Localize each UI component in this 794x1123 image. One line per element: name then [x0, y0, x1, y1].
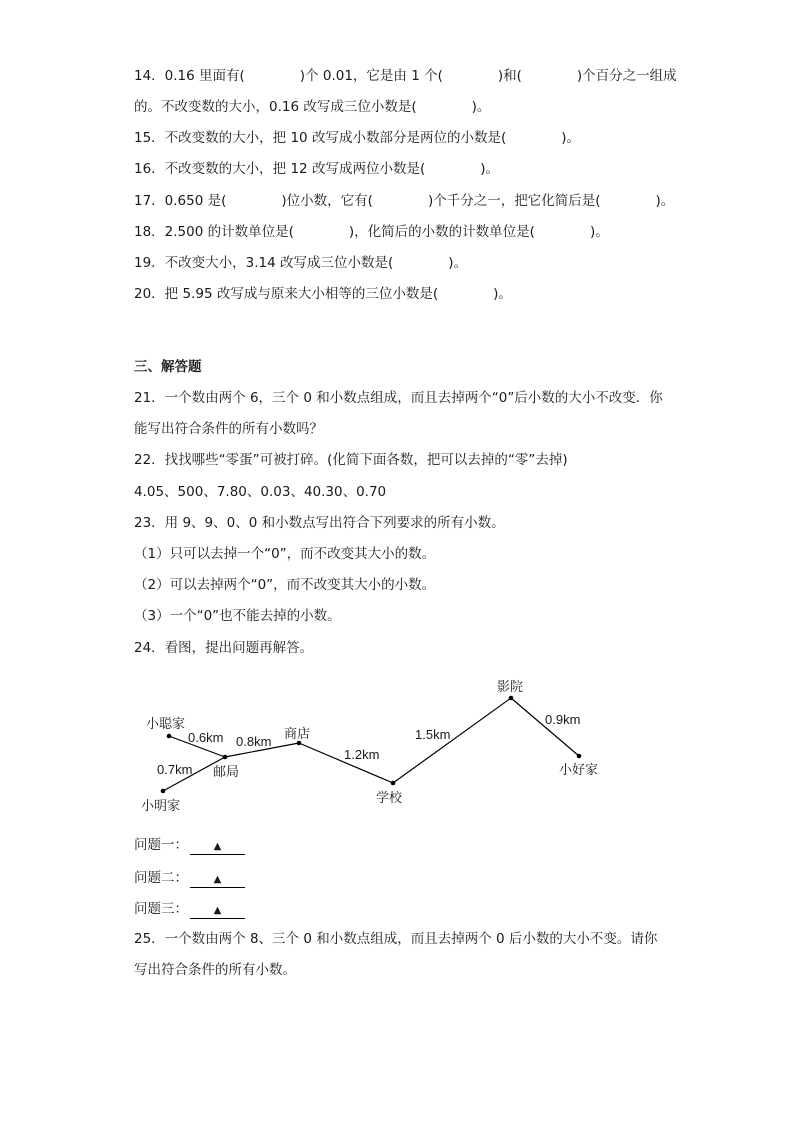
q14-text-f: )。: [471, 99, 491, 115]
q18-text-b: )，化简后的小数的计数单位是(: [348, 224, 535, 240]
q16-text-a: 16．不改变数的大小，把 12 改写成两位小数是(: [134, 161, 426, 177]
label-xiaohao: 小好家: [559, 762, 599, 777]
route-school-cinema: [393, 698, 511, 783]
question-25-line-2: 写出符合条件的所有小数。: [134, 962, 296, 978]
label-shop: 商店: [284, 726, 311, 741]
point-cinema: [509, 696, 514, 701]
q17-text-d: )。: [655, 193, 675, 209]
question-22-numbers: 4.05、500、7.80、0.03、40.30、0.70: [134, 484, 387, 500]
q19-text-b: )。: [448, 255, 468, 271]
q19-text-a: 19．不改变大小，3.14 改写成三位小数是(: [134, 255, 394, 271]
distance-cinema-xiaohao: 0.9km: [545, 712, 581, 727]
point-xiaoming: [161, 789, 166, 794]
label-cinema: 影院: [497, 679, 524, 694]
q15-text-a: 15．不改变数的大小，把 10 改写成小数部分是两位的小数是(: [134, 130, 507, 146]
q17-text-c: )个千分之一，把它化简后是(: [427, 193, 601, 209]
label-xiaoming: 小明家: [141, 798, 181, 813]
question-24-stem: 24．看图，提出问题再解答。: [134, 640, 314, 656]
q18-text-a: 18．2.500 的计数单位是(: [134, 224, 294, 240]
q14-text-a: 14．0.16 里面有(: [134, 68, 245, 84]
q20-text-a: 20．把 5.95 改写成与原来大小相等的三位小数是(: [134, 286, 439, 302]
point-xiaocong: [167, 734, 172, 739]
distance-post-shop: 0.8km: [236, 734, 272, 749]
distance-xiaoming-post: 0.7km: [157, 762, 193, 777]
q16-text-b: )。: [480, 161, 499, 177]
q14-text-d: )个百分之一组成: [576, 68, 677, 84]
label-post: 邮局: [213, 764, 240, 779]
q14-text-b: )个 0.01，它是由 1 个(: [299, 68, 443, 84]
question-21-line-2: 能写出符合条件的所有小数吗？: [134, 421, 323, 437]
q15-text-b: )。: [561, 130, 580, 146]
answer-blank[interactable]: ▲: [190, 904, 245, 919]
q14-text-e: 的。不改变数的大小，0.16 改写成三位小数是(: [134, 99, 417, 115]
q18-text-c: )。: [589, 224, 609, 240]
distance-school-cinema: 1.5km: [415, 727, 451, 742]
answer-blank[interactable]: ▲: [190, 840, 245, 855]
label-school: 学校: [376, 790, 403, 805]
q24-question-3: [134, 900, 245, 919]
label-xiaocong: 小聪家: [146, 716, 186, 731]
question-23-stem: 23．用 9、9、0、0 和小数点写出符合下列要求的所有小数。: [134, 515, 505, 531]
section-heading: 三、解答题: [134, 359, 202, 375]
q24-question-label: 问题二：: [134, 870, 188, 886]
q24-question-1: [134, 836, 245, 855]
question-22-line-1: 22．找找哪些“零蛋”可被打碎。(化简下面各数，把可以去掉的“零”去掉): [134, 452, 568, 468]
q20-text-b: )。: [493, 286, 512, 302]
point-school: [391, 781, 396, 786]
point-xiaohao: [577, 754, 582, 759]
distance-shop-school: 1.2km: [344, 747, 380, 762]
q24-question-label: 问题三：: [134, 901, 188, 917]
question-25-line-1: 25．一个数由两个 8、三个 0 和小数点组成，而且去掉两个 0 后小数的大小不变。请你: [134, 931, 658, 947]
q14-text-c: )和(: [497, 68, 522, 84]
question-21-line-1: 21．一个数由两个 6，三个 0 和小数点组成，而且去掉两个“0”后小数的大小不改变．你: [134, 390, 663, 406]
distance-xiaocong-post: 0.6km: [188, 730, 224, 745]
q24-question-2: [134, 869, 245, 888]
question-23-part-3: （3）一个“0”也不能去掉的小数。: [134, 608, 341, 624]
question-23-part-1: （1）只可以去掉一个“0”，而不改变其大小的数。: [134, 546, 436, 562]
q17-text-a: 17．0.650 是(: [134, 193, 227, 209]
question-23-part-2: （2）可以去掉两个“0”，而不改变其大小的小数。: [134, 577, 436, 593]
route-cinema-xiaohao: [511, 698, 579, 756]
point-post: [223, 755, 228, 760]
q17-text-b: )位小数，它有(: [281, 193, 373, 209]
q24-question-label: 问题一：: [134, 837, 188, 853]
answer-blank[interactable]: ▲: [190, 873, 245, 888]
point-shop: [297, 741, 302, 746]
